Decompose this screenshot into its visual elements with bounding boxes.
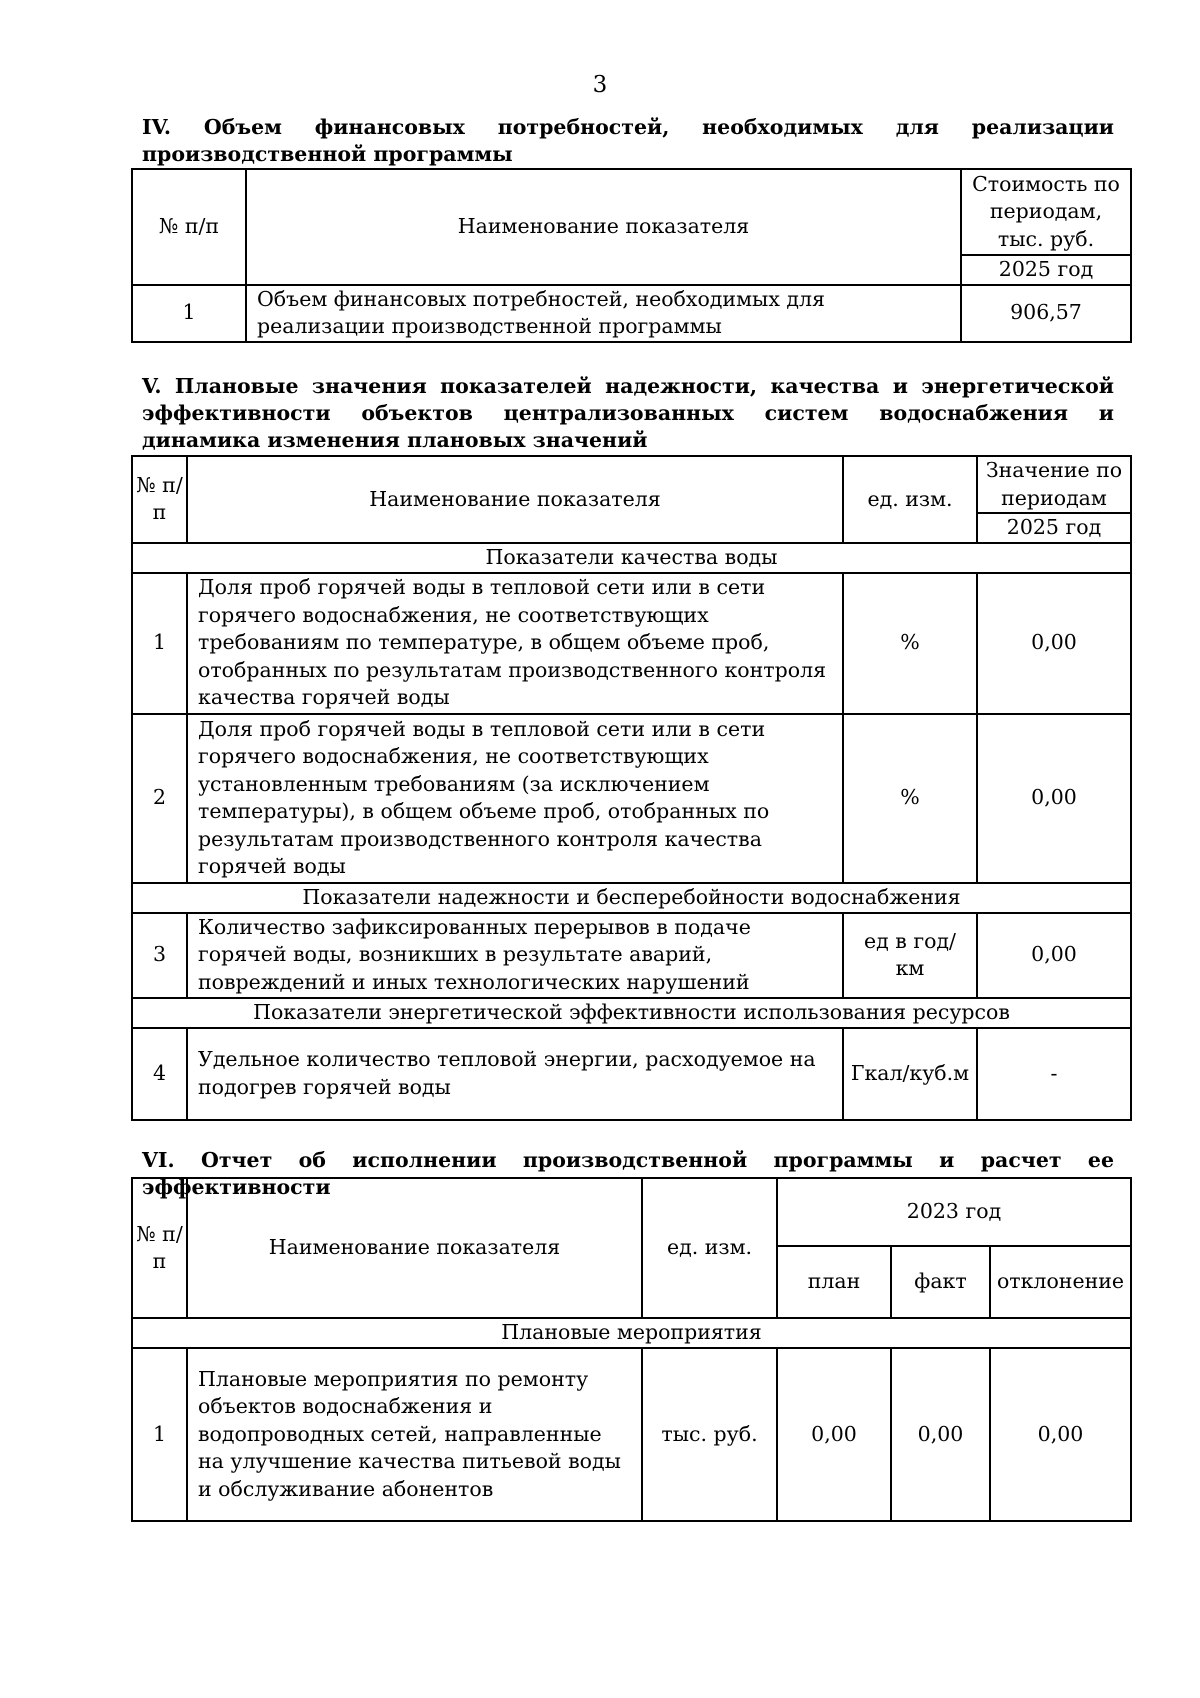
row-num: 2 [132,714,187,883]
row-name: Объем финансовых потребностей, необходимых для реализации производственной программы [246,285,961,342]
section-6-title: VI. Отчет об исполнении производственной программы и расчет ее эффективности [142,1148,1114,1199]
row-deviation: 0,00 [990,1348,1131,1521]
row-name: Количество зафиксированных перерывов в подаче горячей воды, возникших в результате аварий, повреждений и иных технологических нарушений [187,913,843,998]
header-num: № п/п [132,456,187,543]
row-unit: % [843,573,977,714]
page-number: 3 [592,72,608,98]
row-plan: 0,00 [777,1348,891,1521]
header-year: 2025 год [977,513,1131,543]
financial-needs-table [131,168,1132,343]
row-value: 0,00 [977,714,1131,883]
row-value: 906,57 [961,285,1131,342]
header-unit: ед. изм. [642,1178,777,1318]
header-plan: план [777,1246,891,1318]
row-value: - [977,1028,1131,1120]
header-value: Значение по периодам [977,456,1131,513]
row-unit: тыс. руб. [642,1348,777,1521]
section-5-title: V. Плановые значения показателей надежности, качества и энергетической эффективности объектов централизованных систем водоснабжения и динамика изменения плановых значений [142,374,1114,452]
header-num: № п/п [132,169,246,285]
header-year: 2025 год [961,255,1131,285]
indicators-table [131,455,1132,1121]
program-report-table [131,1177,1132,1522]
row-fact: 0,00 [891,1348,990,1521]
header-num: № п/п [132,1178,187,1318]
group-title-quality: Показатели качества воды [132,543,1131,573]
group-title-energy: Показатели энергетической эффективности использования ресурсов [132,998,1131,1028]
row-unit: % [843,714,977,883]
row-num: 1 [132,573,187,714]
table-row [132,913,1131,998]
table-row [132,1348,1131,1521]
header-unit: ед. изм. [843,456,977,543]
row-value: 0,00 [977,913,1131,998]
header-cost: Стоимость по периодам, тыс. руб. [961,169,1131,255]
row-num: 1 [132,285,246,342]
row-name: Удельное количество тепловой энергии, расходуемое на подогрев горячей воды [187,1028,843,1120]
row-unit: Гкал/куб.м [843,1028,977,1120]
row-name: Плановые мероприятия по ремонту объектов водоснабжения и водопроводных сетей, направленные на улучшение качества питьевой воды и обслуживание абонентов [187,1348,642,1521]
row-num: 3 [132,913,187,998]
header-year: 2023 год [777,1178,1131,1246]
row-num: 4 [132,1028,187,1120]
header-name: Наименование показателя [187,456,843,543]
row-unit: ед в год/ км [843,913,977,998]
header-fact: факт [891,1246,990,1318]
header-name: Наименование показателя [187,1178,642,1318]
row-value: 0,00 [977,573,1131,714]
row-num: 1 [132,1348,187,1521]
header-deviation: отклонение [990,1246,1131,1318]
section-4-title: IV. Объем финансовых потребностей, необходимых для реализации производственной программы [142,115,1114,166]
row-name: Доля проб горячей воды в тепловой сети или в сети горячего водоснабжения, не соответствующих установленным требованиям (за исключением температуры), в общем объеме проб, отобранных по результатам производственного контроля качества горячей воды [187,714,843,883]
group-title-planned: Плановые мероприятия [132,1318,1131,1348]
table-row [132,285,1131,342]
row-name: Доля проб горячей воды в тепловой сети или в сети горячего водоснабжения, не соответствующих требованиям по температуре, в общем объеме проб, отобранных по результатам производственного контроля качества горячей воды [187,573,843,714]
group-title-reliability: Показатели надежности и бесперебойности водоснабжения [132,883,1131,913]
table-row [132,714,1131,883]
table-row [132,573,1131,714]
header-name: Наименование показателя [246,169,961,285]
table-row [132,1028,1131,1120]
